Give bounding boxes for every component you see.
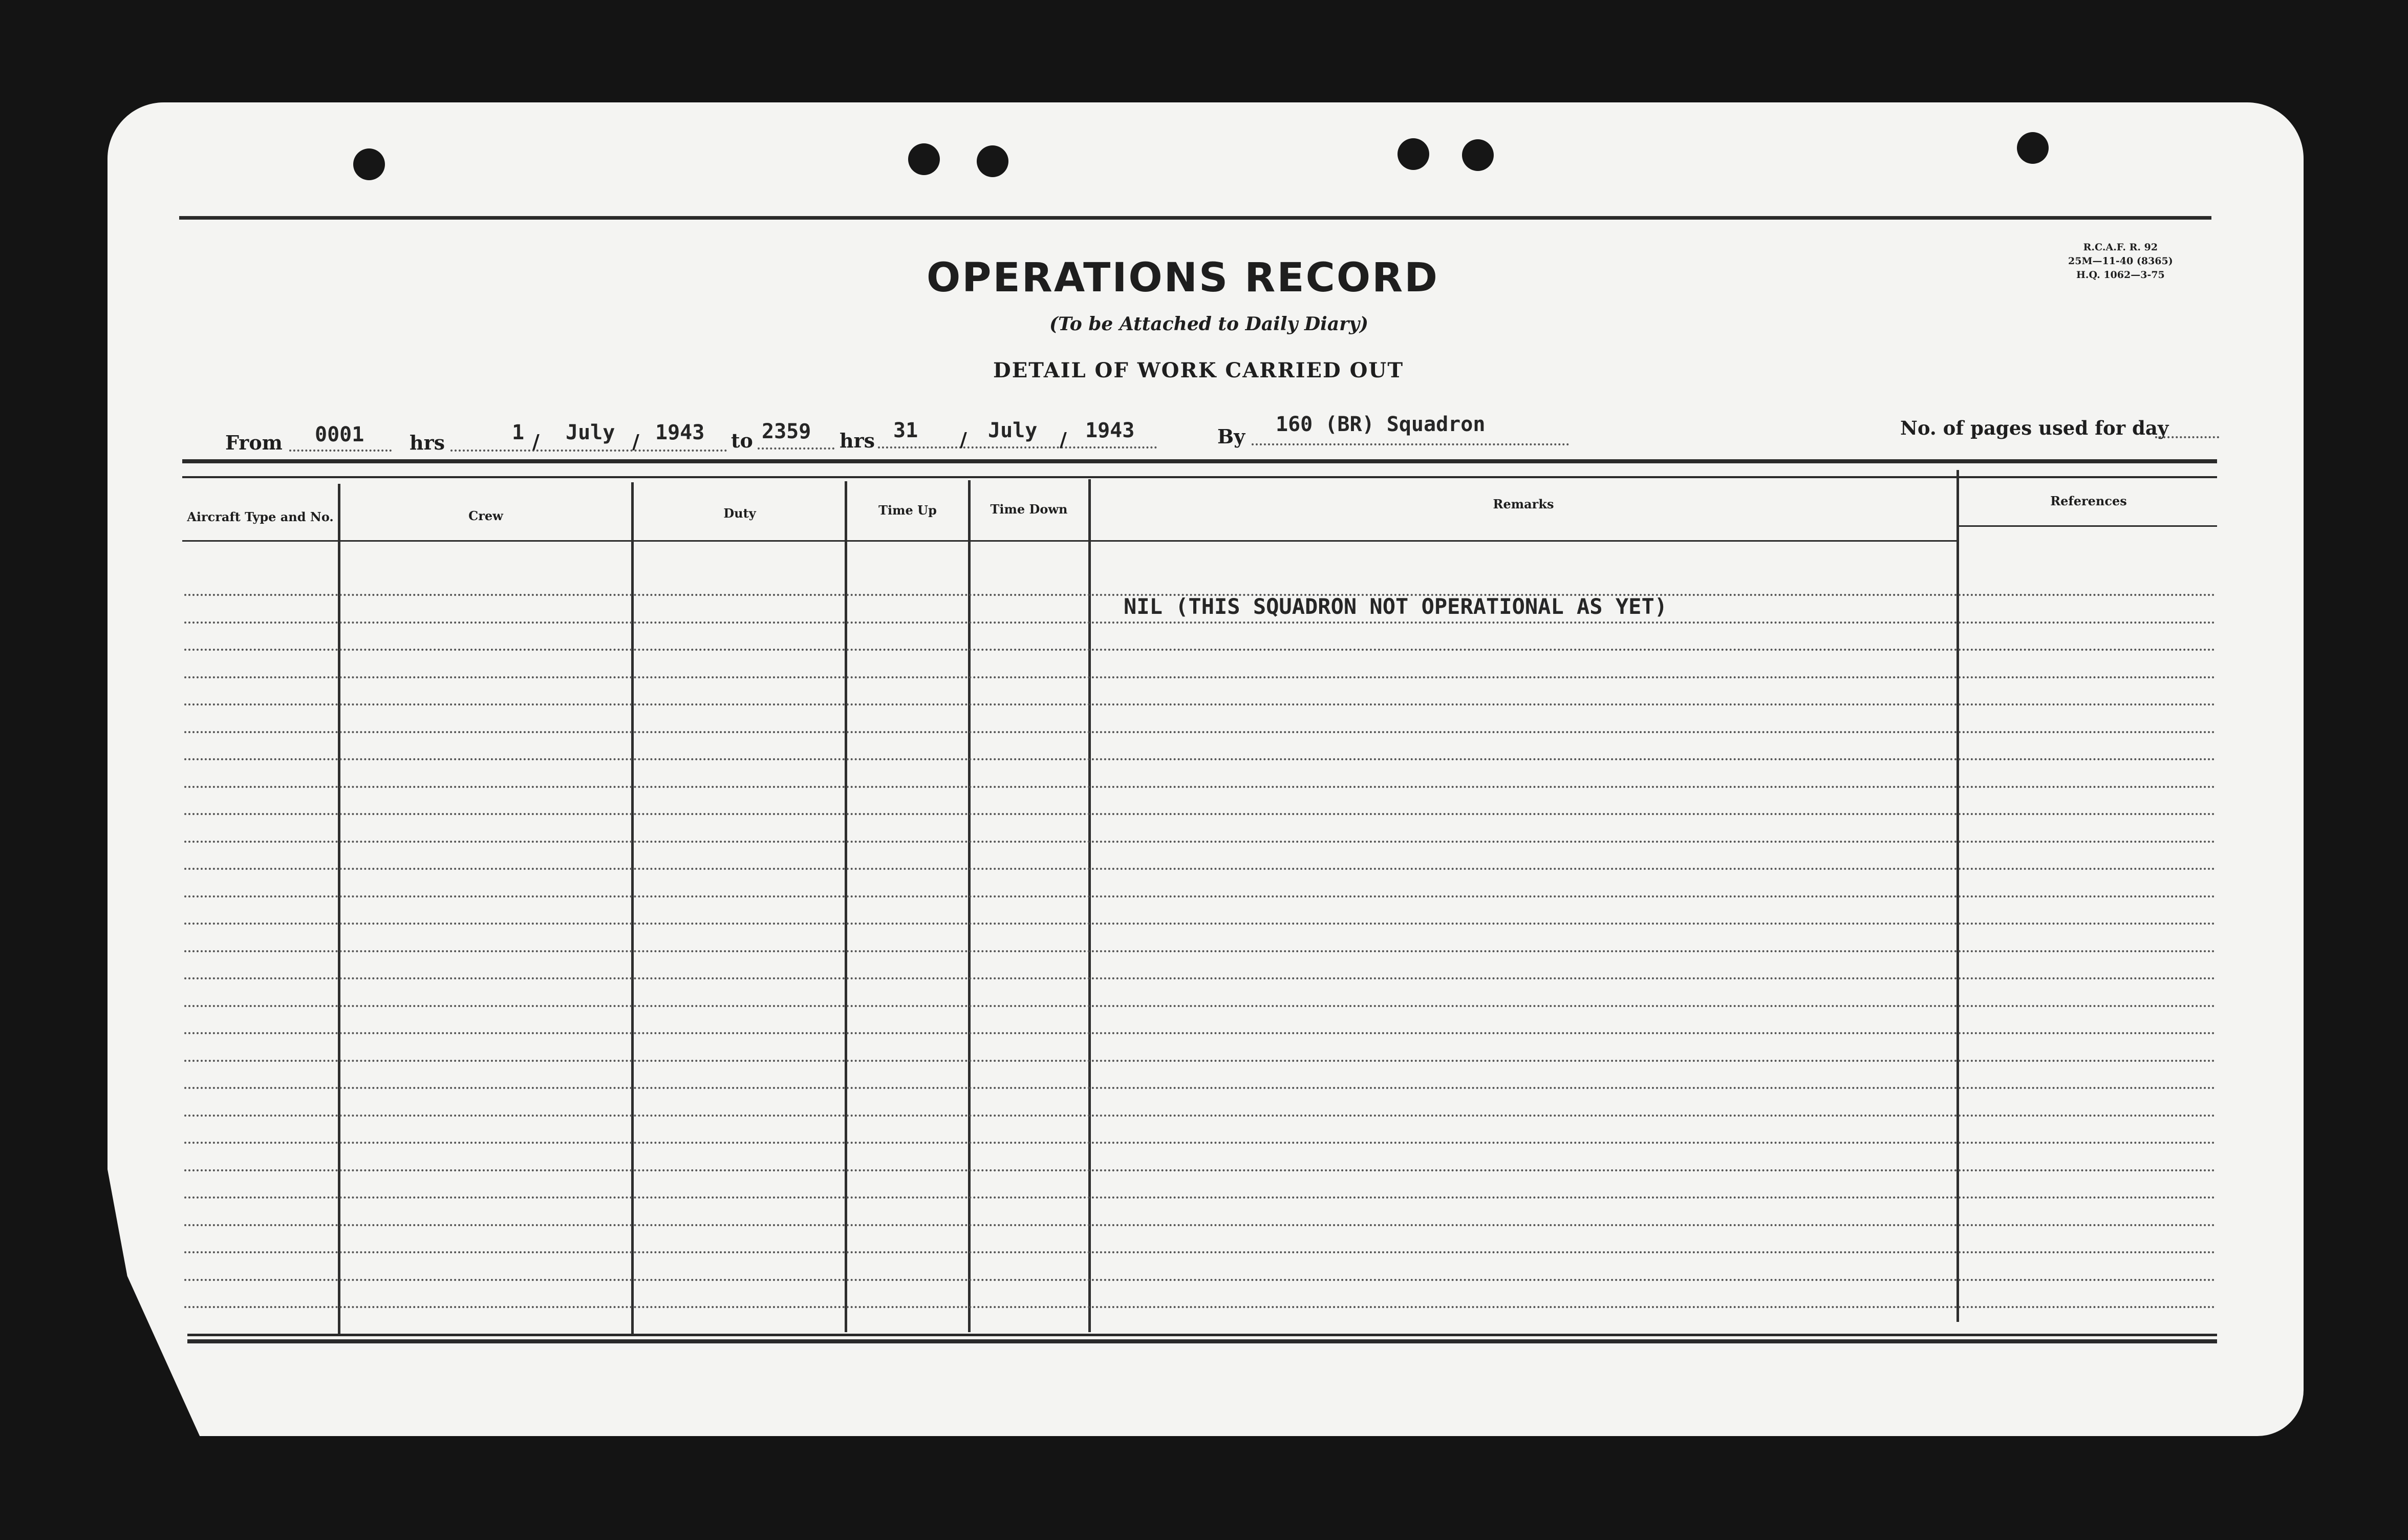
squadron-value: 160 (BR) Squadron	[1276, 413, 1486, 436]
remark-entry: NIL (THIS SQUADRON NOT OPERATIONAL AS YET)	[1124, 594, 1668, 619]
entry-row-line	[184, 1279, 2217, 1281]
squadron-field	[1252, 443, 1569, 445]
entry-row-line	[184, 1087, 2217, 1089]
punch-hole	[2017, 132, 2049, 164]
date-separator: /	[960, 428, 967, 451]
form-code-line: 25M—11-40 (8365)	[2068, 255, 2173, 267]
entry-row-line	[184, 923, 2217, 925]
punch-hole	[1462, 139, 1494, 171]
top-rule	[179, 216, 2211, 220]
entry-row-line	[184, 841, 2217, 843]
to-year-value: 1943	[1085, 419, 1135, 442]
entry-row-line	[184, 1005, 2217, 1007]
page-subtitle: (To be Attached to Daily Diary)	[1049, 313, 1369, 335]
hrs-label: hrs	[840, 429, 875, 452]
form-code-line: H.Q. 1062—3-75	[2076, 269, 2165, 281]
operations-record-form	[107, 102, 2304, 1436]
from-label: From	[225, 431, 283, 454]
col-header-references: References	[2050, 494, 2127, 508]
header-underline	[182, 540, 1959, 542]
entry-row-line	[184, 868, 2217, 870]
date-separator: /	[532, 430, 540, 453]
entry-row-line	[184, 1142, 2217, 1144]
entry-row-line	[184, 1224, 2217, 1226]
entry-row-line	[184, 731, 2217, 733]
punch-hole	[908, 143, 940, 175]
col-header-remarks: Remarks	[1493, 497, 1554, 511]
col-divider	[1088, 479, 1091, 1332]
page-title: OPERATIONS RECORD	[927, 255, 1439, 301]
entry-row-line	[184, 1306, 2217, 1308]
table-top-rule-thin	[182, 476, 2217, 478]
to-date-field	[878, 446, 1157, 448]
from-month-value: July	[566, 421, 615, 444]
entry-row-line	[184, 758, 2217, 760]
entry-row-line	[184, 1060, 2217, 1062]
col-header-crew: Crew	[468, 508, 503, 523]
punch-hole	[1397, 138, 1429, 170]
punch-hole	[977, 145, 1008, 177]
col-divider	[338, 484, 340, 1334]
col-header-time-down: Time Down	[990, 502, 1068, 517]
pages-field	[2155, 436, 2219, 438]
by-label: By	[1217, 425, 1245, 448]
entry-row-line	[184, 622, 2217, 624]
col-divider	[845, 481, 847, 1332]
pages-label: No. of pages used for day	[1900, 417, 2169, 439]
table-top-rule	[182, 459, 2217, 463]
entry-row-line	[184, 813, 2217, 815]
entry-row-line	[184, 1251, 2217, 1253]
entry-row-line	[184, 1169, 2217, 1171]
table-bottom-rule-thick	[187, 1339, 2217, 1343]
from-date-field	[450, 450, 727, 452]
from-time-field	[289, 450, 392, 452]
to-time-value: 2359	[762, 420, 811, 443]
entry-row-line	[184, 786, 2217, 788]
hrs-label: hrs	[410, 431, 445, 454]
punch-hole	[353, 148, 385, 180]
table-bottom-rule	[187, 1334, 2217, 1336]
to-day-value: 31	[893, 419, 918, 442]
to-time-field	[758, 447, 834, 450]
entry-row-line	[184, 1115, 2217, 1117]
form-code	[2068, 241, 2173, 282]
entry-row-line	[184, 676, 2217, 678]
col-header-aircraft: Aircraft Type and No.	[187, 509, 334, 524]
from-year-value: 1943	[655, 421, 705, 444]
from-time-value: 0001	[315, 423, 364, 446]
entry-row-line	[184, 895, 2217, 897]
entry-row-line	[184, 703, 2217, 705]
from-day-value: 1	[512, 421, 525, 444]
col-header-time-up: Time Up	[878, 503, 937, 518]
entry-row-line	[184, 950, 2217, 952]
col-divider	[631, 482, 634, 1334]
form-code-line: R.C.A.F. R. 92	[2083, 242, 2158, 253]
to-month-value: July	[988, 419, 1038, 442]
date-separator: /	[1060, 428, 1067, 451]
col-divider	[968, 480, 971, 1332]
entry-row-line	[184, 649, 2217, 651]
header-underline-refs	[1959, 525, 2217, 527]
entry-row-line	[184, 977, 2217, 979]
detail-heading: DETAIL OF WORK CARRIED OUT	[993, 358, 1404, 382]
entry-row-line	[184, 1196, 2217, 1199]
col-header-duty: Duty	[723, 506, 756, 521]
entry-row-line	[184, 1032, 2217, 1034]
to-label: to	[731, 429, 753, 452]
date-separator: /	[632, 430, 639, 453]
